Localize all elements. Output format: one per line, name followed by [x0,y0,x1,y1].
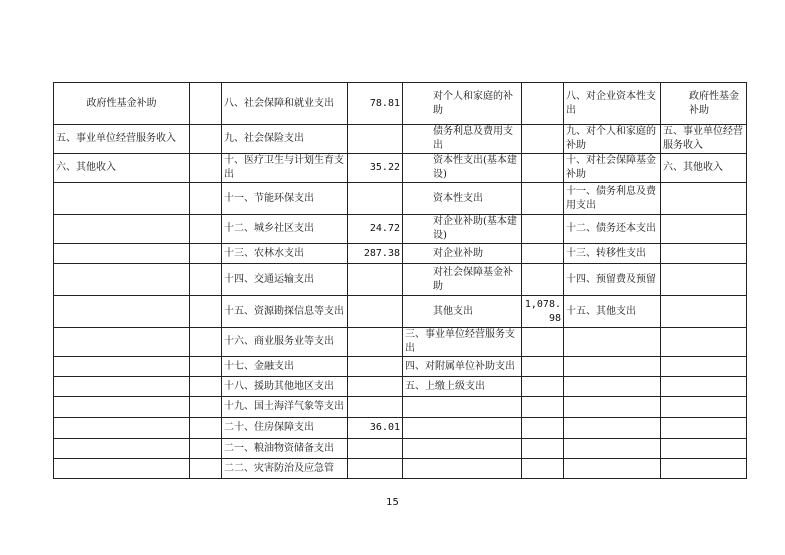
table-row [54,125,747,154]
cell-expense-economic-amount [522,328,564,357]
cell-expense-function-amount [348,397,403,418]
cell-expense-economic-item [403,418,522,439]
table-row [54,418,747,439]
cell-expense-economic-amount [522,264,564,296]
cell-expense-economic-item: 其他支出 [403,296,522,328]
cell-expense-govt-item: 十五、其他支出 [564,296,661,328]
cell-income-item [54,459,190,479]
table-row [54,357,747,377]
cell-expense-function-item: 十、医疗卫生与计划生育支出 [222,154,348,183]
cell-expense-function-amount: 35.22 [348,154,403,183]
cell-govt-fund-item [661,215,747,244]
cell-govt-fund-item [661,397,747,418]
cell-expense-govt-item [564,377,661,397]
cell-income-amount [190,83,222,125]
cell-expense-function-item: 十八、援助其他地区支出 [222,377,348,397]
cell-expense-govt-item: 十、对社会保障基金补助 [564,154,661,183]
cell-expense-function-amount [348,357,403,377]
cell-income-item [54,439,190,459]
cell-expense-govt-item: 十三、转移性支出 [564,244,661,264]
budget-table [53,82,747,479]
cell-expense-economic-amount [522,418,564,439]
cell-expense-economic-item: 资本性支出(基本建设) [403,154,522,183]
cell-income-item [54,397,190,418]
cell-expense-govt-item: 十四、预留费及预留 [564,264,661,296]
cell-expense-function-item: 十七、金融支出 [222,357,348,377]
cell-income-item [54,377,190,397]
cell-govt-fund-item [661,377,747,397]
cell-income-amount [190,377,222,397]
table-row [54,215,747,244]
cell-expense-function-amount [348,377,403,397]
cell-expense-economic-item [403,459,522,479]
cell-expense-govt-item [564,418,661,439]
cell-govt-fund-item [661,418,747,439]
cell-income-amount [190,296,222,328]
cell-income-item [54,418,190,439]
table-row [54,328,747,357]
cell-expense-economic-amount [522,459,564,479]
cell-income-amount [190,264,222,296]
cell-expense-function-amount [348,264,403,296]
table-row [54,154,747,183]
cell-govt-fund-item: 六、其他收入 [661,154,747,183]
cell-expense-govt-item [564,439,661,459]
cell-expense-economic-amount [522,83,564,125]
cell-govt-fund-item [661,328,747,357]
cell-expense-economic-item: 对社会保障基金补助 [403,264,522,296]
cell-govt-fund-item [661,183,747,215]
cell-income-item [54,328,190,357]
cell-expense-economic-amount: 1,078.98 [522,296,564,328]
cell-income-amount [190,125,222,154]
cell-expense-function-amount [348,439,403,459]
cell-income-amount [190,397,222,418]
cell-income-item: 六、其他收入 [54,154,190,183]
cell-expense-function-amount [348,459,403,479]
page-number: 15 [386,497,399,508]
cell-expense-function-amount [348,183,403,215]
cell-expense-economic-item: 五、上缴上级支出 [403,377,522,397]
cell-expense-function-amount: 24.72 [348,215,403,244]
cell-expense-economic-item: 对企业补助(基本建设) [403,215,522,244]
cell-expense-economic-amount [522,154,564,183]
cell-expense-function-item: 十六、商业服务业等支出 [222,328,348,357]
cell-expense-govt-item: 十一、债务利息及费用支出 [564,183,661,215]
cell-income-amount [190,183,222,215]
cell-govt-fund-item [661,264,747,296]
cell-income-item: 五、事业单位经营服务收入 [54,125,190,154]
cell-income-item [54,183,190,215]
cell-expense-function-item: 十二、城乡社区支出 [222,215,348,244]
cell-income-item [54,215,190,244]
cell-govt-fund-item: 政府性基金补助 [661,83,747,125]
table-row [54,459,747,479]
cell-expense-function-amount [348,296,403,328]
cell-expense-economic-amount [522,125,564,154]
cell-expense-function-item: 二一、粮油物资储备支出 [222,439,348,459]
cell-expense-economic-item: 对个人和家庭的补助 [403,83,522,125]
table-row [54,377,747,397]
cell-expense-function-amount [348,328,403,357]
cell-income-item [54,264,190,296]
cell-income-amount [190,357,222,377]
cell-expense-economic-amount [522,357,564,377]
cell-expense-govt-item: 九、对个人和家庭的补助 [564,125,661,154]
cell-income-item [54,296,190,328]
cell-expense-economic-amount [522,397,564,418]
cell-expense-govt-item [564,397,661,418]
cell-govt-fund-item: 五、事业单位经营服务收入 [661,125,747,154]
table-row [54,264,747,296]
cell-expense-govt-item: 八、对企业资本性支出 [564,83,661,125]
cell-expense-economic-item: 对企业补助 [403,244,522,264]
cell-govt-fund-item [661,296,747,328]
cell-income-item [54,357,190,377]
cell-expense-function-item: 八、社会保障和就业支出 [222,83,348,125]
table-row [54,183,747,215]
cell-income-amount [190,418,222,439]
cell-expense-govt-item [564,357,661,377]
cell-income-item: 政府性基金补助 [54,83,190,125]
cell-expense-function-item: 十五、资源勘探信息等支出 [222,296,348,328]
cell-expense-govt-item [564,328,661,357]
cell-expense-function-item: 二十、住房保障支出 [222,418,348,439]
cell-expense-function-amount: 36.01 [348,418,403,439]
cell-expense-economic-amount [522,215,564,244]
cell-income-amount [190,244,222,264]
cell-govt-fund-item [661,357,747,377]
cell-expense-economic-amount [522,439,564,459]
cell-expense-economic-amount [522,244,564,264]
cell-expense-economic-amount [522,183,564,215]
table-row [54,439,747,459]
cell-expense-govt-item [564,459,661,479]
cell-income-amount [190,459,222,479]
cell-expense-economic-item [403,397,522,418]
cell-expense-function-item: 十一、节能环保支出 [222,183,348,215]
cell-income-item [54,244,190,264]
table-row [54,83,747,125]
table-row [54,244,747,264]
cell-expense-economic-item: 资本性支出 [403,183,522,215]
cell-expense-function-item: 十九、国土海洋气象等支出 [222,397,348,418]
cell-income-amount [190,328,222,357]
cell-govt-fund-item [661,244,747,264]
cell-expense-economic-item [403,439,522,459]
cell-income-amount [190,154,222,183]
cell-expense-economic-amount [522,377,564,397]
cell-income-amount [190,215,222,244]
table-row [54,296,747,328]
cell-expense-function-item: 十三、农林水支出 [222,244,348,264]
table-row [54,397,747,418]
cell-expense-govt-item: 十二、债务还本支出 [564,215,661,244]
cell-govt-fund-item [661,439,747,459]
cell-expense-function-amount: 78.81 [348,83,403,125]
cell-income-amount [190,439,222,459]
cell-expense-economic-item: 三、事业单位经营服务支出 [403,328,522,357]
cell-govt-fund-item [661,459,747,479]
cell-expense-function-item: 二二、灾害防治及应急管 [222,459,348,479]
cell-expense-function-amount: 287.38 [348,244,403,264]
cell-expense-economic-item: 四、对附属单位补助支出 [403,357,522,377]
cell-expense-function-item: 九、社会保险支出 [222,125,348,154]
cell-expense-economic-item: 债务利息及费用支出 [403,125,522,154]
cell-expense-function-item: 十四、交通运输支出 [222,264,348,296]
cell-expense-function-amount [348,125,403,154]
